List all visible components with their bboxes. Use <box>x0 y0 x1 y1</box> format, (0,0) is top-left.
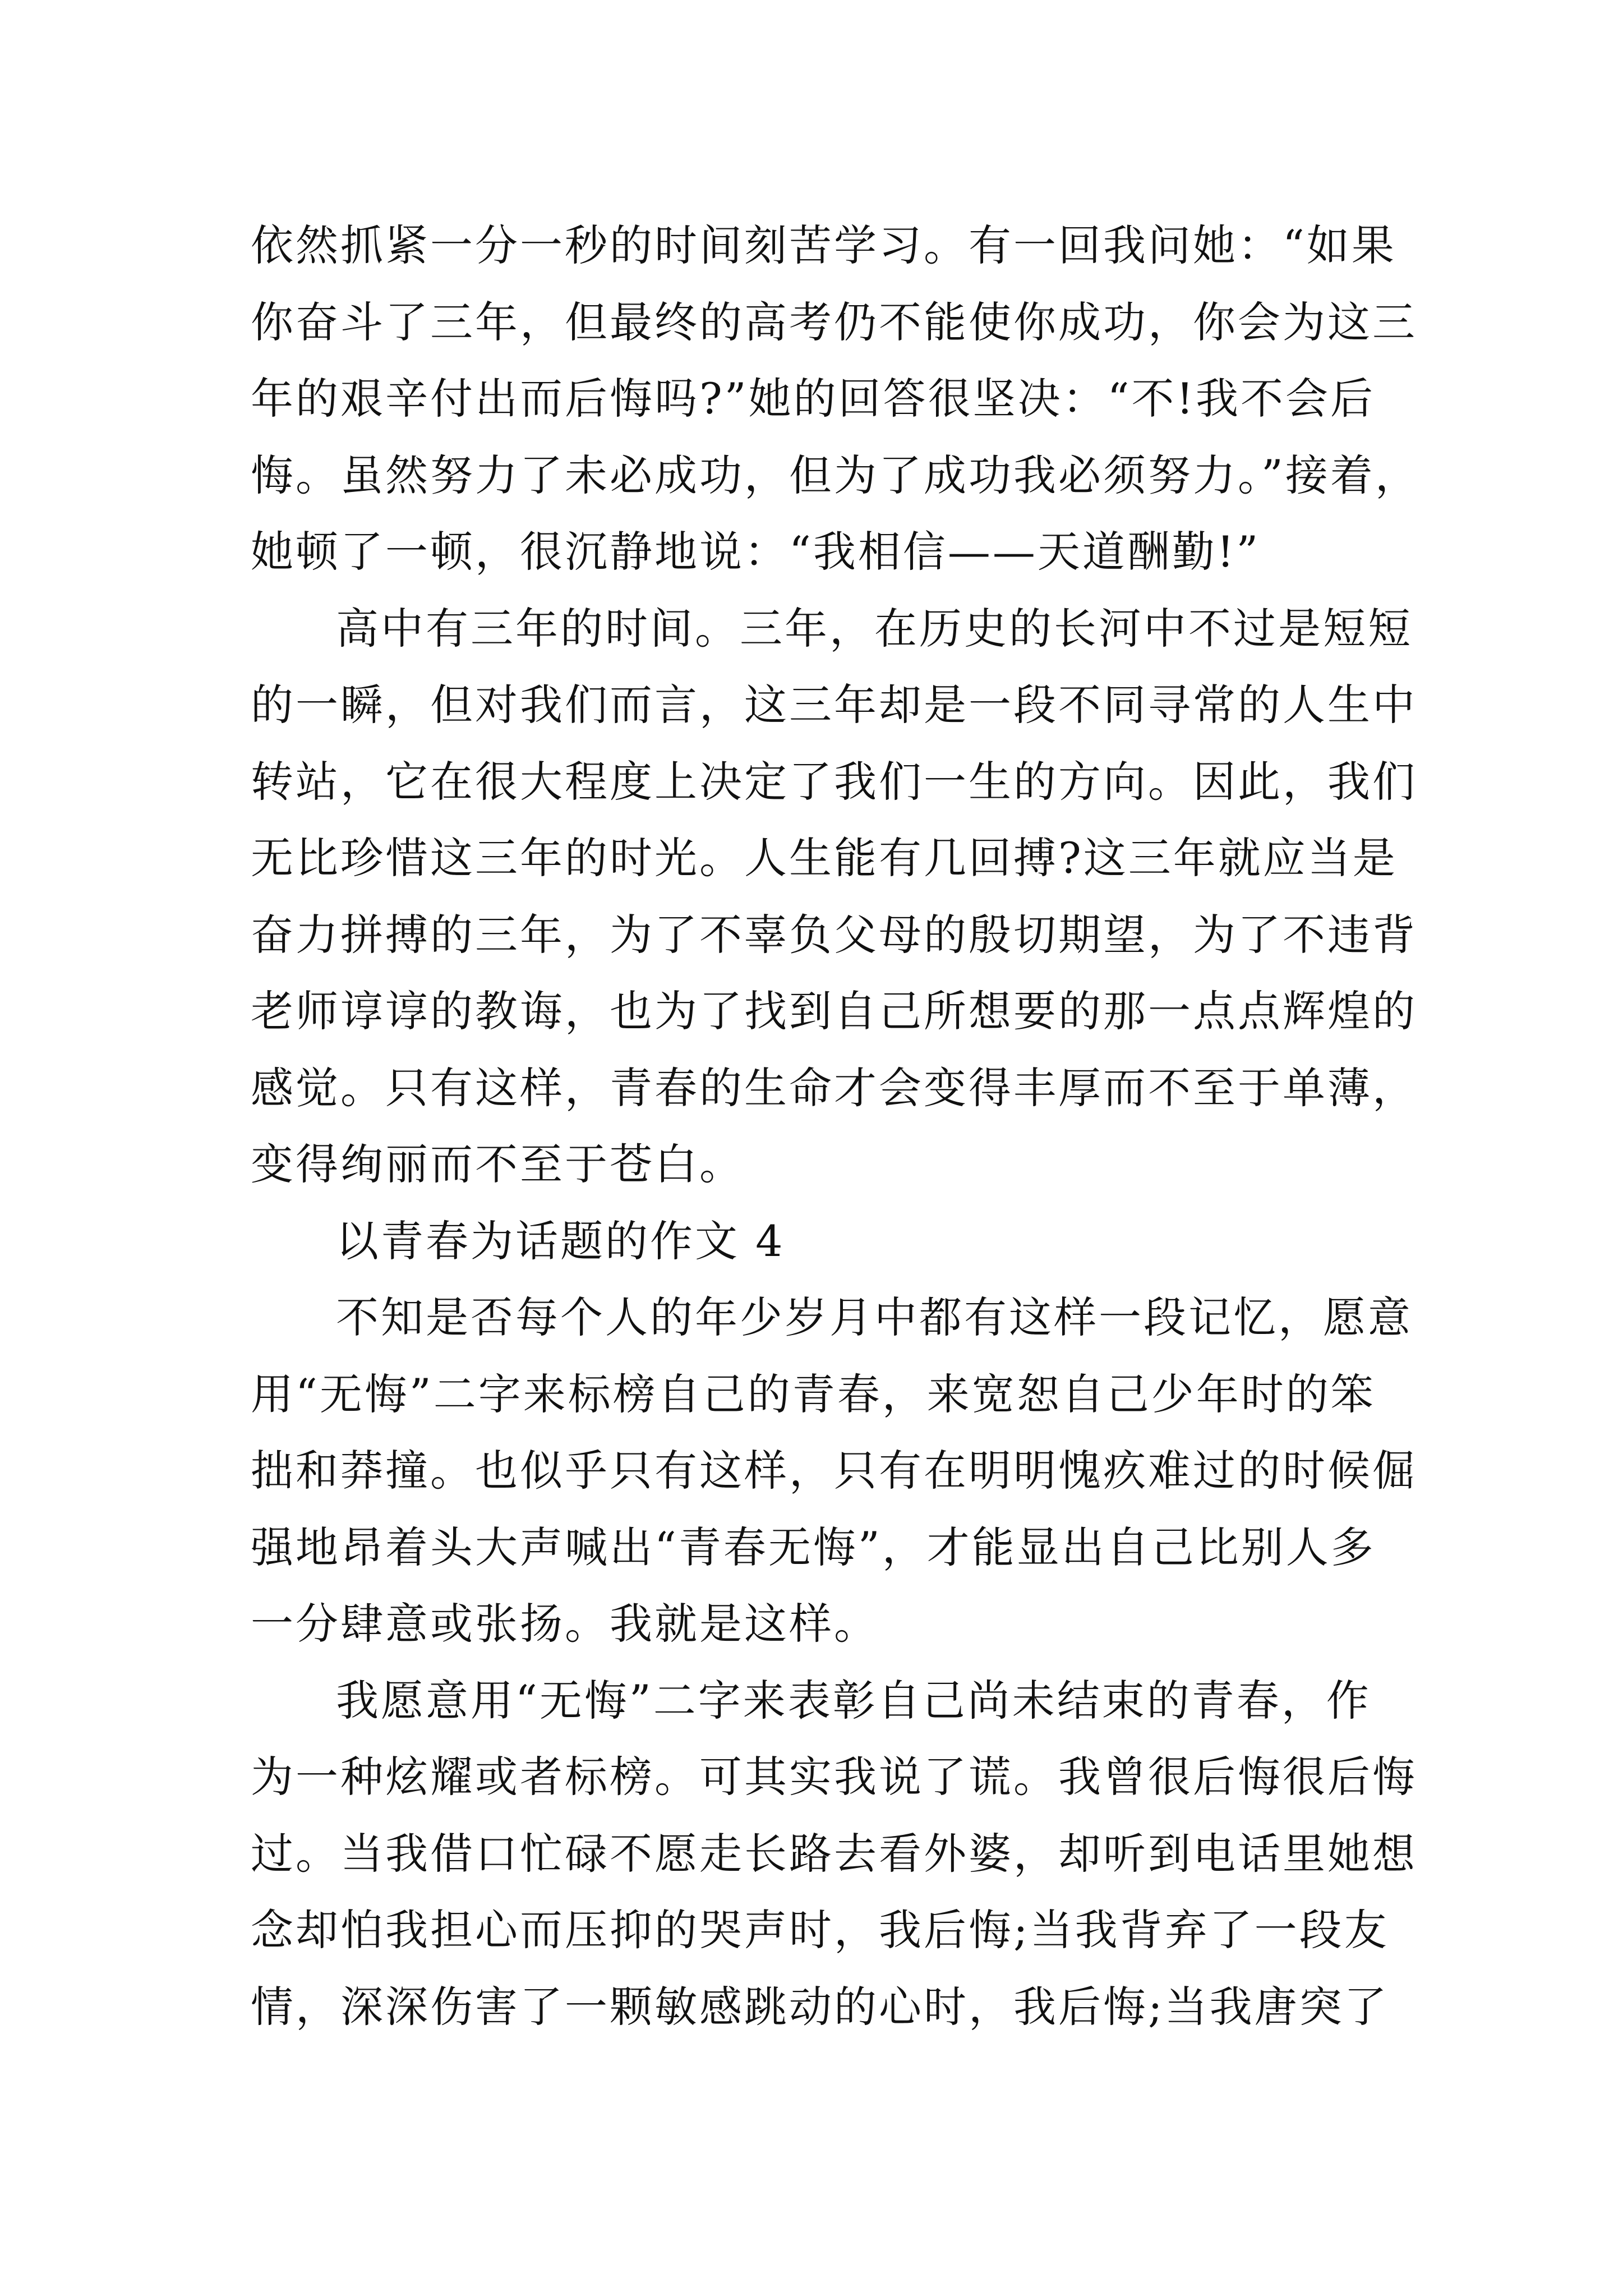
paragraph-line: 我愿意用“无悔”二字来表彰自己尚未结束的青春，作 <box>336 1675 1371 1726</box>
paragraph-line: 一分肆意或张扬。我就是这样。 <box>251 1599 879 1649</box>
paragraph-line: 强地昂着头大声喊出“青春无悔”，才能显出自己比别人多 <box>251 1522 1376 1572</box>
paragraph-line: 高中有三年的时间。三年，在历史的长河中不过是短短 <box>336 603 1413 654</box>
paragraph-line: 为一种炫耀或者标榜。可其实我说了谎。我曾很后悔很后悔 <box>251 1752 1417 1802</box>
paragraph-line: 过。当我借口忙碌不愿走长路去看外婆，却听到电话里她想 <box>251 1828 1417 1879</box>
document-body <box>251 208 1428 2045</box>
paragraph-line: 悔。虽然努力了未必成功，但为了成功我必须努力。”接着， <box>251 450 1420 500</box>
paragraph-line: 转站，它在很大程度上决定了我们一生的方向。因此，我们 <box>251 756 1417 807</box>
paragraph-line: 念却怕我担心而压抑的哭声时，我后悔;当我背弃了一段友 <box>251 1905 1389 1955</box>
paragraph-line: 年的艰辛付出而后悔吗?”她的回答很坚决：“不!我不会后 <box>251 374 1375 424</box>
paragraph-line: 依然抓紧一分一秒的时间刻苦学习。有一回我问她：“如果 <box>251 220 1396 270</box>
paragraph-line: 你奋斗了三年，但最终的高考仍不能使你成功，你会为这三 <box>251 297 1417 347</box>
paragraph-line: 拙和莽撞。也似乎只有这样，只有在明明愧疚难过的时候倔 <box>251 1446 1417 1496</box>
paragraph-line: 感觉。只有这样，青春的生命才会变得丰厚而不至于单薄， <box>251 1062 1417 1113</box>
paragraph-line: 她顿了一顿，很沉静地说：“我相信——天道酬勤!” <box>251 527 1261 577</box>
paragraph-line: 情，深深伤害了一颗敏感跳动的心时，我后悔;当我唐突了 <box>251 1981 1389 2032</box>
paragraph-line: 无比珍惜这三年的时光。人生能有几回搏?这三年就应当是 <box>251 833 1398 883</box>
paragraph-line: 的一瞬，但对我们而言，这三年却是一段不同寻常的人生中 <box>251 680 1417 730</box>
paragraph-line: 奋力拼搏的三年，为了不辜负父母的殷切期望，为了不违背 <box>251 909 1417 960</box>
paragraph-line: 用“无悔”二字来标榜自己的青春，来宽恕自己少年时的笨 <box>251 1369 1376 1419</box>
section-heading: 以青春为话题的作文 4 <box>336 1216 785 1266</box>
paragraph-line: 老师谆谆的教诲，也为了找到自己所想要的那一点点辉煌的 <box>251 986 1417 1036</box>
paragraph-line: 不知是否每个人的年少岁月中都有这样一段记忆，愿意 <box>336 1292 1413 1342</box>
paragraph-line: 变得绚丽而不至于苍白。 <box>251 1139 744 1189</box>
